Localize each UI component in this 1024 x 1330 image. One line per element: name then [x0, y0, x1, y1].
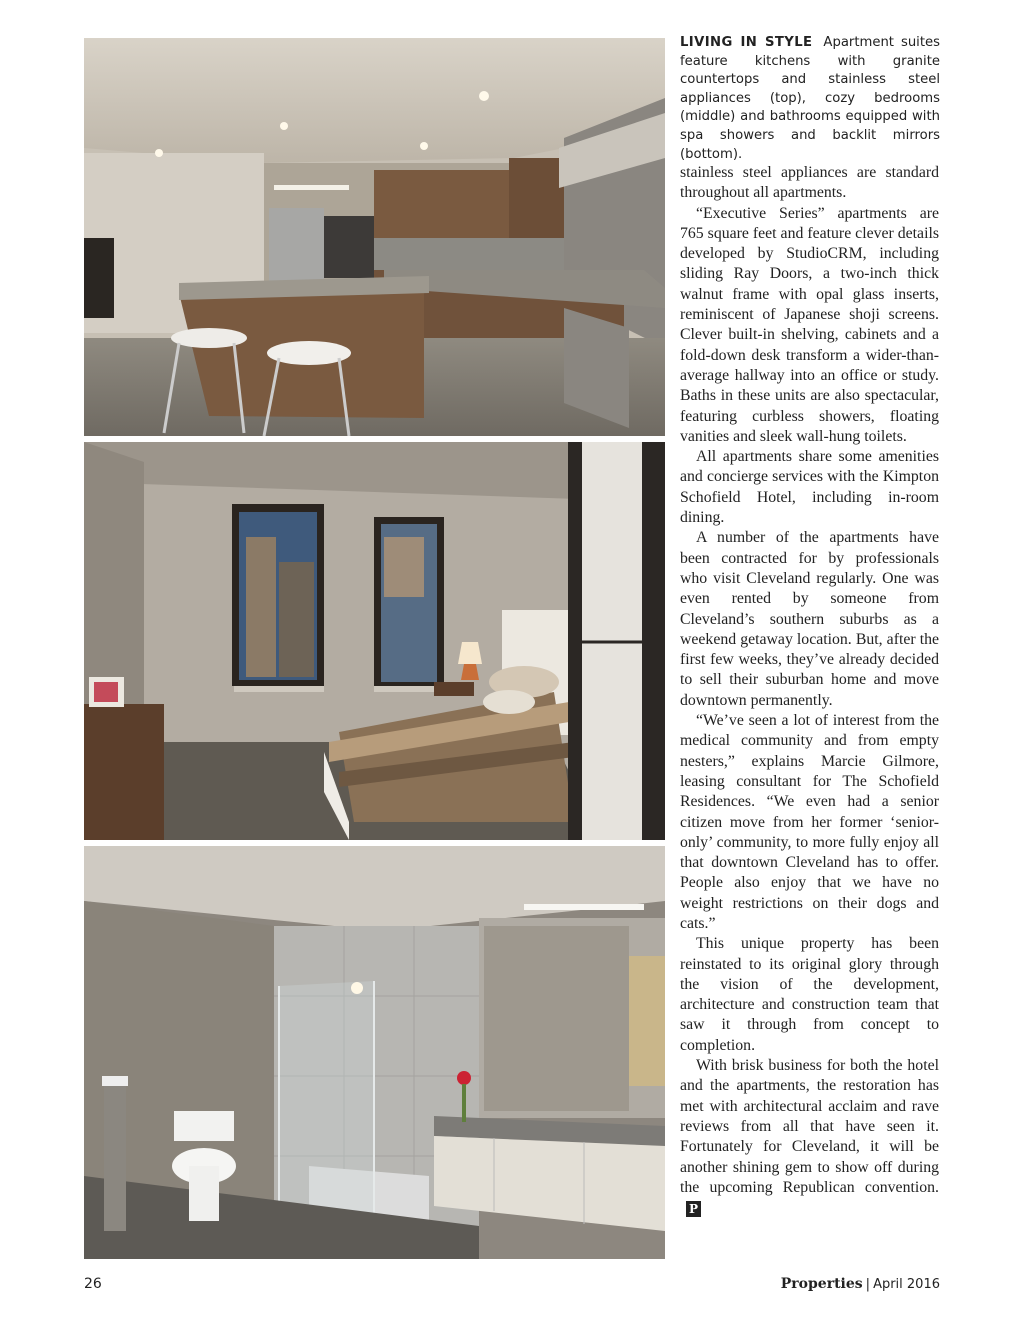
issue-date: April 2016 [873, 1277, 940, 1292]
end-mark-icon: P [686, 1201, 701, 1217]
photo-caption [680, 34, 940, 164]
caption-text: Apartment suites feature kitchens with granite countertops and stainless steel appliances (top), cozy bedrooms (middle) and bathrooms equipped with spa showers and backlit mirrors (bottom). [680, 35, 940, 162]
article-paragraph: A number of the apartments have been contracted for by professionals who visit Cleveland regularly. One was even rented by someone from Cleveland’s southern suburbs as a weekend getaway location. But, after the first few weeks, they’ve already decided to sell their suburban home and move downtown permanently. [680, 529, 939, 709]
bathroom-photo [84, 846, 665, 1259]
page-number: 26 [84, 1276, 102, 1292]
bedroom-photo [84, 442, 665, 840]
article-paragraph: “Executive Series” apartments are 765 square feet and feature clever details developed by StudioCRM, including sliding Ray Doors, a two-inch thick walnut frame with opal glass inserts, reminiscent of Japanese shoji screens. Clever built-in shelving, cabinets and a fold-down desk transform a wider-than-average hallway into an office or study. Baths in these units are also spectacular, featuring curbless showers, floating vanities and sleek wall-hung toilets. [680, 204, 939, 445]
article-paragraph: This unique property has been reinstated to its original glory through the vision of the development, architecture and construction team that saw it through from concept to completion. [680, 935, 939, 1054]
article-paragraph: “We’ve seen a lot of interest from the medical community and from empty nesters,” explains Marcie Gilmore, leasing consultant for The Schofield Residences. “We even had a senior citizen move from her former ‘senior-only’ community, to more fully enjoy all that downtown Cleveland has to offer. People also enjoy that we have no weight restrictions on their dogs and cats.” [680, 712, 939, 932]
footer-separator: | [865, 1277, 871, 1292]
publication-name: Properties [780, 1276, 863, 1292]
caption-lead: LIVING IN STYLE [680, 35, 813, 50]
kitchen-photo [84, 38, 665, 436]
footer-publication [781, 1276, 940, 1292]
article-body [680, 163, 939, 1218]
article-paragraph: stainless steel appliances are standard throughout all apartments. [680, 164, 939, 202]
article-paragraph-last [680, 1056, 939, 1218]
article-paragraph-text: With brisk business for both the hotel and the apartments, the restoration has met with architectural acclaim and rave reviews from all that have seen it. Fortunately for Cleveland, it will be another shining gem to show off during the upcoming Republican convention. [680, 1057, 939, 1196]
article-paragraph: All apartments share some amenities and concierge services with the Kimpton Schofield Hotel, including in-room dining. [680, 448, 939, 527]
